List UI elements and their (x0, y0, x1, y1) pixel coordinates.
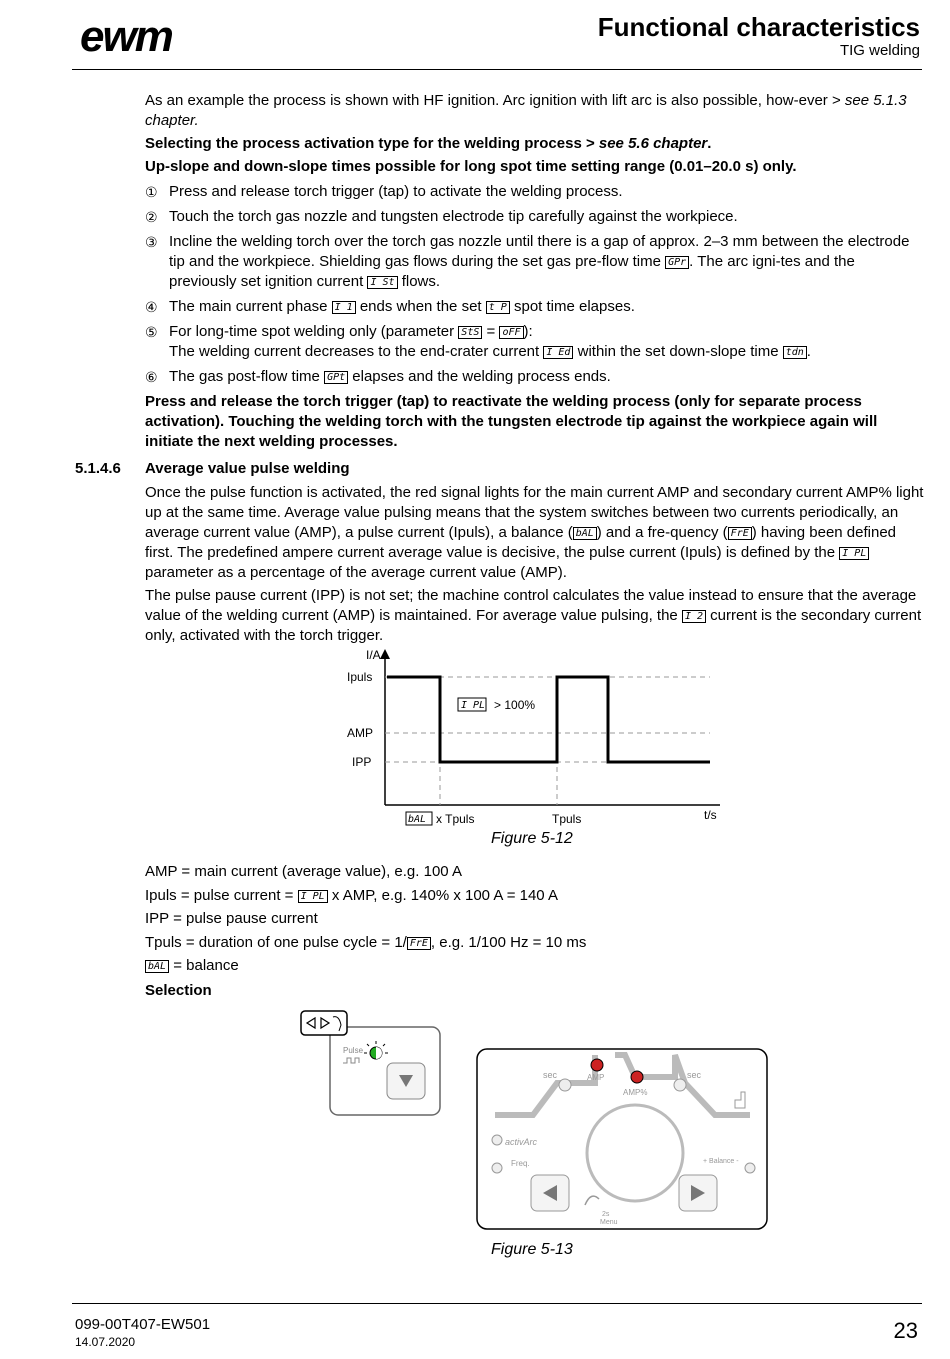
main-current-code: I 1 (332, 301, 356, 314)
def-tpuls: Tpuls = duration of one pulse cycle = 1/ FrE , e.g. 1/100 Hz = 10 ms (145, 933, 587, 951)
activation-note: Selecting the process activation type for the welding process > see 5.6 chapter. (145, 135, 712, 152)
sec-right-label: sec (687, 1070, 702, 1080)
ipl-code: I PL (839, 547, 869, 560)
ignition-current-code: I St (367, 276, 397, 289)
page-title: Functional characteristics (597, 12, 920, 42)
step-3: ③ Incline the welding torch over the torch gas nozzle until there is a gap of approx. 2–3 mm between the electrode tip and the workpiece. Shielding gas flows during the set gas pre-flow time GPr . The arc igni-tes and the previously set ignition current I St flows. (145, 233, 910, 290)
sec-right-led (674, 1079, 686, 1091)
menu-2s-label: 2s (602, 1211, 610, 1218)
section-title: Average value pulse welding (145, 460, 350, 477)
amp-signal-light (591, 1059, 603, 1071)
ipuls-label: Ipuls (347, 670, 373, 684)
y-axis-arrow (380, 649, 390, 659)
page-subtitle: TIG welding (839, 42, 920, 59)
reactivate-note: Press and release the torch trigger (tap) to reactivate the welding process (only for separate process activation). Touching the welding torch with the tungsten electrode tip against the workpiece again will initiate the next welding processes. (145, 393, 878, 450)
sec-left-label: sec (543, 1070, 558, 1080)
control-knob[interactable] (587, 1105, 683, 1201)
figure-5-12-caption: Figure 5-12 (491, 830, 573, 847)
definitions-list (145, 860, 586, 1002)
x-axis-label: t/s (704, 808, 717, 822)
activarc-led (492, 1135, 502, 1145)
ipl-value-label: > 100% (494, 698, 536, 712)
ipl-code: I PL (298, 890, 328, 903)
def-balance: bAL = balance (145, 954, 586, 978)
tpuls-label: Tpuls (552, 812, 582, 826)
amp-label: AMP (347, 726, 374, 740)
sec-left-led (559, 1079, 571, 1091)
balance-label: + Balance - (703, 1158, 739, 1165)
procedure-block (145, 91, 925, 455)
def-amp: AMP = main current (average value), e.g. 100 A (145, 863, 462, 880)
figure-5-13-caption: Figure 5-13 (491, 1241, 573, 1258)
y-axis-label: I/A (366, 648, 381, 662)
chapter-link[interactable]: see 5.6 chapter (598, 135, 708, 152)
chapter-link[interactable]: see 5.1.3 chapter. (145, 92, 907, 129)
step-5: ⑤ For long-time spot welding only (parameter StS = oFF ): The welding current decreases to the end-crater current I Ed within the set down-slope time tdn . (145, 323, 811, 360)
step-2: ② Touch the torch gas nozzle and tungsten electrode tip carefully against the workpiece. (145, 208, 738, 225)
selection-heading: Selection (145, 981, 212, 999)
gas-postflow-code: GPt (324, 371, 348, 384)
spot-time-code: t P (486, 301, 510, 314)
pulse-description: Once the pulse function is activated, the red signal lights for the main current AMP and secondary current AMP% light up at the same time. Average value pulsing means that the system switches between two currents periodically, an average current value (AMP), a pulse current (Ipuls), a balance ( bAL ) and a fre-quency ( FrE ) having been defined first. The predefined ampere current average value is decisive, the pulse current (Ipuls) is defined by the I PL parameter as a percentage of the average current value (AMP). (145, 484, 924, 581)
step-1: ① Press and release torch trigger (tap) to activate the welding process. (145, 183, 623, 200)
frequency-code: FrE (728, 527, 752, 540)
pulse-label: Pulse (343, 1046, 364, 1055)
amp-label: AMP (587, 1073, 605, 1082)
ipp-description: The pulse pause current (IPP) is not set; the machine control calculates the value instead to ensure that the average value of the welding current (AMP) is maintained. For average value pulsing, the I 2 current is the secondary current only, activated with the torch trigger. (145, 587, 922, 644)
figure-5-13-control-panel (295, 1005, 775, 1235)
bal-tpuls-label: x Tpuls (436, 812, 475, 826)
amp-pct-signal-light (631, 1071, 643, 1083)
frequency-code: FrE (407, 937, 431, 950)
balance-code: bAL (145, 960, 169, 973)
document-code: 099-00T407-EW501 (75, 1316, 211, 1333)
slope-note: Up-slope and down-slope times possible for long spot time setting range (0.01–20.0 s) only. (145, 158, 797, 175)
secondary-current-code: I 2 (682, 610, 706, 623)
section-body (145, 483, 925, 649)
end-crater-code: I Ed (543, 346, 573, 359)
freq-led (492, 1163, 502, 1173)
ipl-code-label: I PL (461, 700, 486, 711)
downslope-code: tdn (783, 346, 807, 359)
balance-led (745, 1163, 755, 1173)
freq-label: Freq. (511, 1159, 530, 1168)
company-logo (80, 12, 172, 62)
ipp-label: IPP (352, 755, 372, 769)
footer-divider (72, 1303, 922, 1304)
page-number: 23 (893, 1318, 918, 1343)
activarc-label: activArc (505, 1137, 538, 1147)
def-ipp: IPP = pulse pause current (145, 910, 318, 927)
document-date: 14.07.2020 (75, 1335, 136, 1349)
figure-5-12-pulse-graph (330, 645, 730, 855)
bal-code-label: bAL (408, 814, 427, 825)
step-4: ④ The main current phase I 1 ends when the set t P spot time elapses. (145, 298, 635, 315)
pulse-waveform (387, 677, 710, 762)
menu-label: Menu (600, 1219, 618, 1226)
header-divider (72, 69, 922, 70)
balance-code: bAL (573, 527, 597, 540)
step-6: ⑥ The gas post-flow time GPt elapses and the welding process ends. (145, 368, 611, 385)
def-ipuls: Ipuls = pulse current = I PL x AMP, e.g. 140% x 100 A = 140 A (145, 886, 558, 904)
gas-preflow-code: GPr (665, 256, 689, 269)
sts-code: StS (458, 326, 482, 339)
logo-text: ewm (80, 12, 172, 61)
intro-paragraph: As an example the process is shown with HF ignition. Arc ignition with lift arc is also possible, how-ever > see 5.1.3 chapter. (145, 92, 907, 129)
amp-pct-label: AMP% (623, 1088, 648, 1097)
off-code: oFF (499, 326, 523, 339)
section-number: 5.1.4.6 (75, 460, 121, 477)
